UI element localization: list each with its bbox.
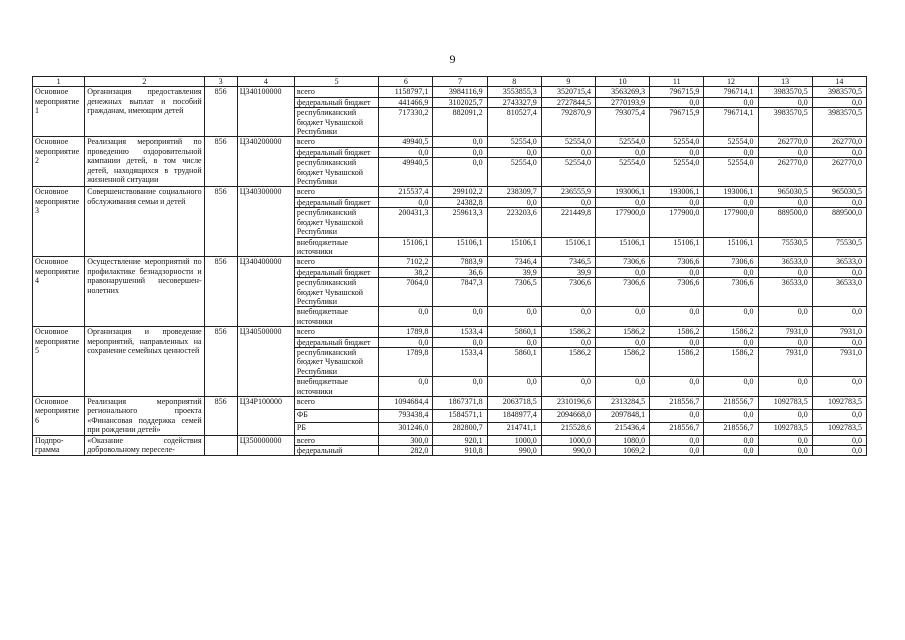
value-cell: 0,0 — [812, 435, 866, 445]
code-cell — [204, 435, 237, 456]
value-cell: 0,0 — [812, 267, 866, 277]
value-cell: 3983570,5 — [758, 108, 812, 137]
code-cell: 856 — [204, 327, 237, 397]
value-cell: 259613,3 — [433, 208, 487, 237]
value-cell: 1586,2 — [650, 327, 704, 337]
value-cell: 39,9 — [541, 267, 595, 277]
value-cell: 3983570,5 — [812, 87, 866, 97]
column-header: 7 — [433, 77, 487, 87]
value-cell: 49940,5 — [379, 158, 433, 187]
column-header: 5 — [294, 77, 378, 87]
value-cell: 0,0 — [758, 409, 812, 422]
value-cell: 7931,0 — [758, 347, 812, 376]
value-cell: 1848977,4 — [487, 409, 541, 422]
value-cell: 1586,2 — [595, 347, 649, 376]
value-cell: 3983570,5 — [758, 87, 812, 97]
activity-description-cell: Организация и проведение мероприятий, направленных на сохранение семейных ценностей — [85, 327, 204, 397]
value-cell: 0,0 — [541, 307, 595, 327]
value-cell: 0,0 — [433, 307, 487, 327]
value-cell: 3563269,3 — [595, 87, 649, 97]
target-code-cell: Ц340100000 — [237, 87, 294, 137]
value-cell: 282800,7 — [433, 422, 487, 435]
funding-source-cell: всего — [294, 397, 378, 410]
value-cell: 52554,0 — [595, 158, 649, 187]
value-cell: 0,0 — [541, 337, 595, 347]
value-cell: 0,0 — [650, 409, 704, 422]
value-cell: 990,0 — [487, 446, 541, 456]
code-cell: 856 — [204, 187, 237, 257]
value-cell: 0,0 — [704, 337, 758, 347]
column-header: 2 — [85, 77, 204, 87]
activity-name-cell: Основное мероприятие 4 — [33, 257, 85, 327]
funding-source-cell: федеральный — [294, 446, 378, 456]
table-row — [33, 187, 867, 197]
value-cell: 3553855,3 — [487, 87, 541, 97]
value-cell: 52554,0 — [650, 137, 704, 147]
value-cell: 2727844,5 — [541, 97, 595, 107]
value-cell: 0,0 — [758, 197, 812, 207]
column-header: 6 — [379, 77, 433, 87]
value-cell: 0,0 — [704, 377, 758, 397]
budget-table — [32, 76, 867, 456]
value-cell: 889500,0 — [758, 208, 812, 237]
column-header: 13 — [758, 77, 812, 87]
value-cell: 15106,1 — [433, 237, 487, 257]
value-cell: 1867371,8 — [433, 397, 487, 410]
value-cell: 0,0 — [379, 197, 433, 207]
code-cell: 856 — [204, 397, 237, 436]
value-cell: 793438,4 — [379, 409, 433, 422]
value-cell: 1586,2 — [595, 327, 649, 337]
value-cell: 52554,0 — [650, 158, 704, 187]
value-cell: 0,0 — [650, 377, 704, 397]
value-cell: 7306,6 — [650, 257, 704, 267]
value-cell: 3102025,7 — [433, 97, 487, 107]
value-cell: 218556,7 — [704, 422, 758, 435]
funding-source-cell: внебюджетные источники — [294, 307, 378, 327]
value-cell: 262770,0 — [812, 137, 866, 147]
value-cell: 1092783,5 — [758, 397, 812, 410]
value-cell: 1586,2 — [704, 327, 758, 337]
value-cell: 0,0 — [379, 147, 433, 157]
value-cell: 1533,4 — [433, 347, 487, 376]
value-cell: 2097848,1 — [595, 409, 649, 422]
table-row — [33, 87, 867, 97]
value-cell: 0,0 — [758, 337, 812, 347]
activity-description-cell: Организация предоставления денежных выплат и пособий гражданам, имеющим детей — [85, 87, 204, 137]
value-cell: 3984116,9 — [433, 87, 487, 97]
value-cell: 7306,5 — [487, 278, 541, 307]
column-header: 9 — [541, 77, 595, 87]
value-cell: 0,0 — [758, 446, 812, 456]
value-cell: 15106,1 — [487, 237, 541, 257]
funding-source-cell: федеральный бюджет — [294, 197, 378, 207]
value-cell: 52554,0 — [541, 158, 595, 187]
value-cell: 52554,0 — [487, 158, 541, 187]
value-cell: 7346,5 — [541, 257, 595, 267]
value-cell: 36533,0 — [758, 257, 812, 267]
value-cell: 177900,0 — [595, 208, 649, 237]
value-cell: 1158797,1 — [379, 87, 433, 97]
value-cell: 218556,7 — [704, 397, 758, 410]
value-cell: 0,0 — [812, 147, 866, 157]
column-header: 8 — [487, 77, 541, 87]
value-cell: 215436,4 — [595, 422, 649, 435]
value-cell: 177900,0 — [650, 208, 704, 237]
value-cell: 0,0 — [595, 197, 649, 207]
value-cell: 0,0 — [650, 435, 704, 445]
value-cell: 0,0 — [812, 377, 866, 397]
target-code-cell: Ц34Р100000 — [237, 397, 294, 436]
value-cell: 5860,1 — [487, 347, 541, 376]
funding-source-cell: всего — [294, 87, 378, 97]
value-cell: 0,0 — [595, 147, 649, 157]
value-cell: 0,0 — [704, 435, 758, 445]
value-cell: 0,0 — [704, 446, 758, 456]
value-cell: 717330,2 — [379, 108, 433, 137]
value-cell: 0,0 — [487, 377, 541, 397]
value-cell: 262770,0 — [758, 158, 812, 187]
activity-name-cell: Основное мероприятие 2 — [33, 137, 85, 187]
value-cell: 1094684,4 — [379, 397, 433, 410]
activity-name-cell: Основное мероприятие 6 — [33, 397, 85, 436]
activity-name-cell: Основное мероприятие 1 — [33, 87, 85, 137]
value-cell: 7306,6 — [541, 278, 595, 307]
column-header: 14 — [812, 77, 866, 87]
value-cell: 39,9 — [487, 267, 541, 277]
value-cell: 7847,3 — [433, 278, 487, 307]
value-cell: 1092783,5 — [812, 422, 866, 435]
funding-source-cell: внебюджетные источники — [294, 237, 378, 257]
value-cell: 0,0 — [433, 377, 487, 397]
value-cell: 0,0 — [812, 446, 866, 456]
value-cell: 1789,8 — [379, 347, 433, 376]
value-cell: 262770,0 — [758, 137, 812, 147]
funding-source-cell: республиканский бюджет Чувашской Республики — [294, 158, 378, 187]
value-cell: 796715,9 — [650, 108, 704, 137]
value-cell: 36533,0 — [812, 278, 866, 307]
value-cell: 0,0 — [704, 97, 758, 107]
target-code-cell: Ц340500000 — [237, 327, 294, 397]
funding-source-cell: федеральный бюджет — [294, 337, 378, 347]
value-cell: 889500,0 — [812, 208, 866, 237]
value-cell: 2770193,9 — [595, 97, 649, 107]
value-cell: 299102,2 — [433, 187, 487, 197]
value-cell: 796715,9 — [650, 87, 704, 97]
funding-source-cell: внебюджетные источники — [294, 377, 378, 397]
value-cell: 0,0 — [541, 147, 595, 157]
value-cell: 0,0 — [812, 197, 866, 207]
activity-description-cell: «Оказание содействия добровольному переселе- — [85, 435, 204, 456]
value-cell: 2313284,5 — [595, 397, 649, 410]
code-cell: 856 — [204, 137, 237, 187]
value-cell: 1000,0 — [487, 435, 541, 445]
value-cell: 52554,0 — [487, 137, 541, 147]
value-cell: 1092783,5 — [758, 422, 812, 435]
value-cell: 882091,2 — [433, 108, 487, 137]
value-cell: 7931,0 — [758, 327, 812, 337]
value-cell: 796714,1 — [704, 87, 758, 97]
value-cell: 0,0 — [704, 147, 758, 157]
funding-source-cell: федеральный бюджет — [294, 147, 378, 157]
value-cell: 0,0 — [379, 337, 433, 347]
code-cell: 856 — [204, 257, 237, 327]
funding-source-cell: РБ — [294, 422, 378, 435]
value-cell: 965030,5 — [812, 187, 866, 197]
value-cell: 7064,0 — [379, 278, 433, 307]
value-cell: 193006,1 — [595, 187, 649, 197]
value-cell: 0,0 — [595, 307, 649, 327]
value-cell: 0,0 — [650, 446, 704, 456]
value-cell: 920,1 — [433, 435, 487, 445]
value-cell: 0,0 — [433, 147, 487, 157]
value-cell: 7931,0 — [812, 327, 866, 337]
funding-source-cell: всего — [294, 137, 378, 147]
value-cell: 223203,6 — [487, 208, 541, 237]
funding-source-cell: ФБ — [294, 409, 378, 422]
table-row — [33, 257, 867, 267]
value-cell: 1092783,5 — [812, 397, 866, 410]
value-cell: 52554,0 — [704, 158, 758, 187]
target-code-cell: Ц340300000 — [237, 187, 294, 257]
value-cell: 193006,1 — [704, 187, 758, 197]
value-cell: 3983570,5 — [812, 108, 866, 137]
value-cell: 965030,5 — [758, 187, 812, 197]
value-cell: 236555,9 — [541, 187, 595, 197]
value-cell: 1584571,1 — [433, 409, 487, 422]
value-cell: 990,0 — [541, 446, 595, 456]
value-cell: 0,0 — [433, 158, 487, 187]
table-body — [33, 77, 867, 456]
value-cell: 0,0 — [812, 307, 866, 327]
value-cell: 1533,4 — [433, 327, 487, 337]
activity-name-cell: Основное мероприятие 5 — [33, 327, 85, 397]
value-cell: 15106,1 — [379, 237, 433, 257]
value-cell: 7306,6 — [704, 278, 758, 307]
value-cell: 7883,9 — [433, 257, 487, 267]
funding-source-cell: всего — [294, 187, 378, 197]
value-cell: 7306,6 — [704, 257, 758, 267]
value-cell: 215528,6 — [541, 422, 595, 435]
value-cell: 52554,0 — [704, 137, 758, 147]
funding-source-cell: федеральный бюджет — [294, 267, 378, 277]
value-cell: 200431,3 — [379, 208, 433, 237]
value-cell: 0,0 — [433, 337, 487, 347]
value-cell: 218556,7 — [650, 422, 704, 435]
value-cell: 2743327,9 — [487, 97, 541, 107]
value-cell: 0,0 — [758, 435, 812, 445]
value-cell: 910,8 — [433, 446, 487, 456]
column-header: 11 — [650, 77, 704, 87]
header-row — [33, 77, 867, 87]
column-header: 12 — [704, 77, 758, 87]
value-cell: 7306,6 — [595, 257, 649, 267]
target-code-cell: Ц350000000 — [237, 435, 294, 456]
value-cell: 0,0 — [650, 197, 704, 207]
target-code-cell: Ц340400000 — [237, 257, 294, 327]
table-row — [33, 435, 867, 445]
value-cell: 792870,9 — [541, 108, 595, 137]
value-cell: 0,0 — [650, 97, 704, 107]
value-cell: 193006,1 — [650, 187, 704, 197]
value-cell: 52554,0 — [595, 137, 649, 147]
target-code-cell: Ц340200000 — [237, 137, 294, 187]
value-cell: 1586,2 — [704, 347, 758, 376]
value-cell: 793075,4 — [595, 108, 649, 137]
value-cell: 1789,8 — [379, 327, 433, 337]
value-cell: 1080,0 — [595, 435, 649, 445]
value-cell: 0,0 — [704, 267, 758, 277]
value-cell: 2310196,6 — [541, 397, 595, 410]
value-cell: 0,0 — [650, 267, 704, 277]
funding-source-cell: федеральный бюджет — [294, 97, 378, 107]
activity-name-cell: Основное мероприятие 3 — [33, 187, 85, 257]
activity-description-cell: Реализация мероприятий регионального проекта «Финансовая поддержка семей при рождении детей» — [85, 397, 204, 436]
value-cell: 5860,1 — [487, 327, 541, 337]
value-cell: 262770,0 — [812, 158, 866, 187]
value-cell: 221449,8 — [541, 208, 595, 237]
value-cell: 7306,6 — [650, 278, 704, 307]
value-cell: 0,0 — [487, 337, 541, 347]
value-cell: 2094668,0 — [541, 409, 595, 422]
value-cell: 218556,7 — [650, 397, 704, 410]
value-cell: 52554,0 — [541, 137, 595, 147]
value-cell: 0,0 — [758, 307, 812, 327]
value-cell: 238309,7 — [487, 187, 541, 197]
value-cell: 0,0 — [758, 147, 812, 157]
value-cell: 796714,1 — [704, 108, 758, 137]
table-row — [33, 327, 867, 337]
value-cell: 7346,4 — [487, 257, 541, 267]
value-cell: 0,0 — [650, 307, 704, 327]
value-cell: 0,0 — [812, 97, 866, 107]
funding-source-cell: всего — [294, 435, 378, 445]
value-cell: 15106,1 — [650, 237, 704, 257]
activity-description-cell: Осуществление мероприятий по профилактике безнадзорности и правонарушений несовершеннолетних — [85, 257, 204, 327]
value-cell: 36,6 — [433, 267, 487, 277]
funding-source-cell: республиканский бюджет Чувашской Республики — [294, 208, 378, 237]
value-cell: 282,0 — [379, 446, 433, 456]
value-cell: 38,2 — [379, 267, 433, 277]
page-number: 9 — [449, 52, 456, 66]
value-cell: 15106,1 — [541, 237, 595, 257]
value-cell: 0,0 — [812, 409, 866, 422]
value-cell: 0,0 — [758, 97, 812, 107]
value-cell: 24382,8 — [433, 197, 487, 207]
value-cell: 1586,2 — [541, 347, 595, 376]
value-cell: 7306,6 — [595, 278, 649, 307]
table-row — [33, 137, 867, 147]
value-cell: 1069,2 — [595, 446, 649, 456]
value-cell: 214741,1 — [487, 422, 541, 435]
funding-source-cell: всего — [294, 327, 378, 337]
value-cell: 441466,9 — [379, 97, 433, 107]
value-cell: 7931,0 — [812, 347, 866, 376]
value-cell: 0,0 — [812, 337, 866, 347]
value-cell: 15106,1 — [704, 237, 758, 257]
value-cell: 0,0 — [433, 137, 487, 147]
value-cell: 0,0 — [487, 197, 541, 207]
value-cell: 215537,4 — [379, 187, 433, 197]
activity-name-cell: Подпрограмма — [33, 435, 85, 456]
value-cell: 2063718,5 — [487, 397, 541, 410]
value-cell: 7102,2 — [379, 257, 433, 267]
value-cell: 0,0 — [650, 337, 704, 347]
activity-description-cell: Совершенствование социального обслуживания семьи и детей — [85, 187, 204, 257]
code-cell: 856 — [204, 87, 237, 137]
value-cell: 0,0 — [595, 337, 649, 347]
value-cell: 177900,0 — [704, 208, 758, 237]
value-cell: 300,0 — [379, 435, 433, 445]
column-header: 10 — [595, 77, 649, 87]
value-cell: 810527,4 — [487, 108, 541, 137]
value-cell: 0,0 — [704, 307, 758, 327]
value-cell: 0,0 — [487, 147, 541, 157]
value-cell: 36533,0 — [812, 257, 866, 267]
table-row — [33, 397, 867, 410]
activity-description-cell: Реализация мероприятий по проведению оздоровительной кампании детей, в том числе детей, находящихся в трудной жизненной ситуации — [85, 137, 204, 187]
value-cell: 15106,1 — [595, 237, 649, 257]
value-cell: 301246,0 — [379, 422, 433, 435]
funding-source-cell: республиканский бюджет Чувашской Республики — [294, 278, 378, 307]
value-cell: 0,0 — [595, 377, 649, 397]
value-cell: 1000,0 — [541, 435, 595, 445]
value-cell: 0,0 — [650, 147, 704, 157]
value-cell: 0,0 — [758, 377, 812, 397]
value-cell: 0,0 — [704, 197, 758, 207]
funding-source-cell: республиканский бюджет Чувашской Республики — [294, 108, 378, 137]
funding-source-cell: всего — [294, 257, 378, 267]
value-cell: 0,0 — [595, 267, 649, 277]
column-header: 4 — [237, 77, 294, 87]
column-header: 1 — [33, 77, 85, 87]
column-header: 3 — [204, 77, 237, 87]
value-cell: 0,0 — [704, 409, 758, 422]
value-cell: 49940,5 — [379, 137, 433, 147]
value-cell: 1586,2 — [541, 327, 595, 337]
value-cell: 0,0 — [487, 307, 541, 327]
value-cell: 0,0 — [379, 307, 433, 327]
funding-source-cell: республиканский бюджет Чувашской Республики — [294, 347, 378, 376]
value-cell: 0,0 — [758, 267, 812, 277]
value-cell: 75530,5 — [758, 237, 812, 257]
value-cell: 0,0 — [379, 377, 433, 397]
value-cell: 0,0 — [541, 197, 595, 207]
value-cell: 36533,0 — [758, 278, 812, 307]
value-cell: 0,0 — [541, 377, 595, 397]
value-cell: 1586,2 — [650, 347, 704, 376]
value-cell: 75530,5 — [812, 237, 866, 257]
value-cell: 3520715,4 — [541, 87, 595, 97]
